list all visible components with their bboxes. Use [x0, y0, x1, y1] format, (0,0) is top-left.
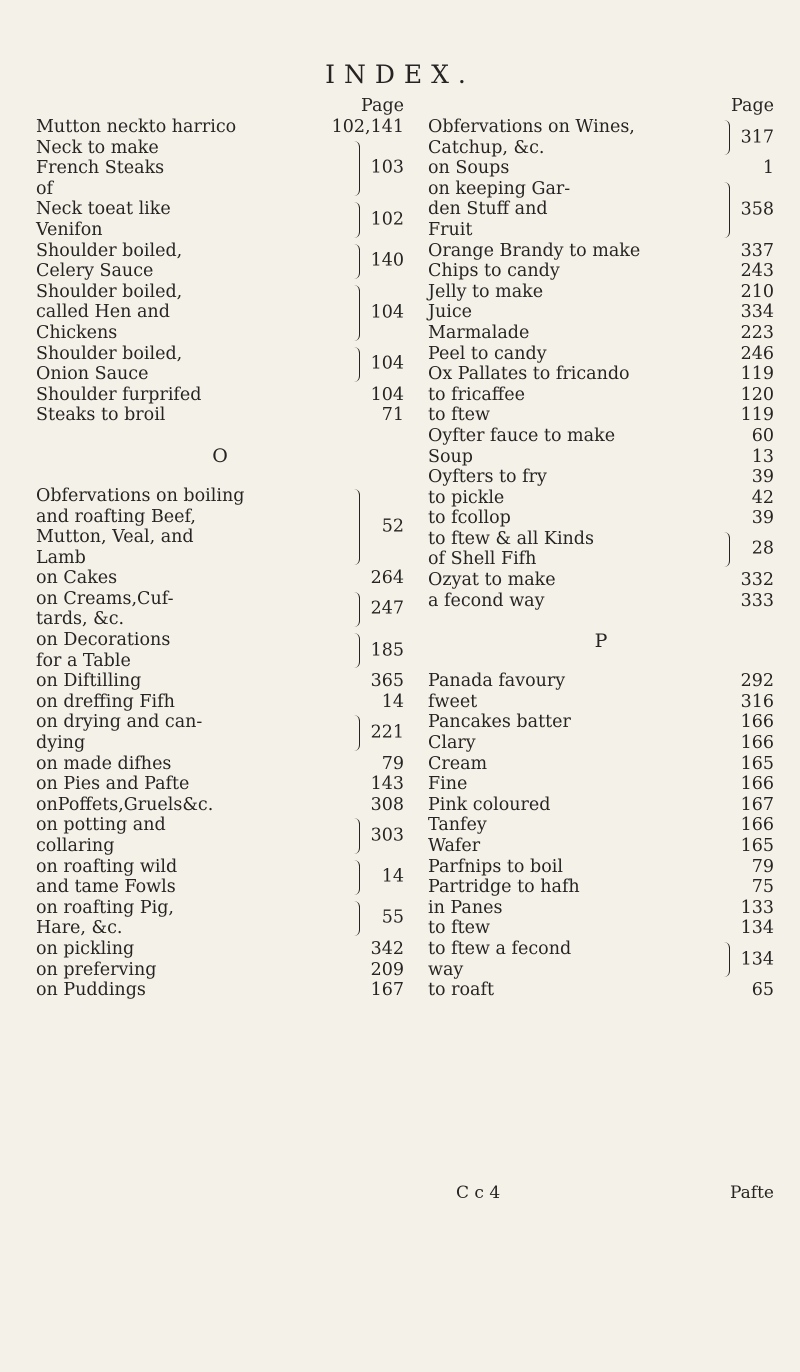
index-entry: [428, 467, 774, 488]
page-number: 333: [740, 590, 774, 611]
entry-text: Steaks to broil: [36, 405, 166, 426]
page-number: 264: [370, 568, 404, 589]
index-entry: [428, 405, 774, 426]
entry-text: Neck to make: [36, 137, 159, 158]
index-entry: [428, 939, 774, 980]
entry-text: Wafer: [428, 836, 481, 856]
page-number: 42: [751, 487, 774, 508]
page-number: 55: [381, 908, 404, 929]
page-number: 337: [740, 240, 774, 261]
entry-text: and roafting Beef,: [36, 506, 196, 527]
index-entry: [36, 241, 404, 282]
index-entry: [428, 918, 774, 939]
entry-text: Pink coloured: [428, 794, 551, 815]
page-number: 166: [740, 712, 774, 733]
page-number: 166: [740, 815, 774, 836]
page-column-header: Page: [361, 96, 404, 116]
index-entry: [428, 117, 774, 158]
entries-p: [428, 671, 774, 1001]
page-number: 316: [740, 691, 774, 712]
entry-text: to pickle: [428, 487, 505, 508]
index-entry: [428, 712, 774, 733]
grouping-brace: [351, 818, 360, 853]
index-entry: [428, 508, 774, 529]
entry-text: Mutton, Veal, and: [36, 527, 194, 548]
page-number: 60: [751, 425, 774, 446]
entry-text: to ftew: [428, 918, 490, 939]
entry-text: Mutton neckto harrico: [36, 117, 237, 137]
index-entry: [428, 241, 774, 262]
entry-text: Hare, &c.: [36, 918, 123, 939]
entry-text: Obfervations on boiling: [36, 485, 245, 506]
entry-text: den Stuff and: [428, 199, 548, 220]
index-entry: [36, 671, 404, 692]
entry-text: to ftew: [428, 405, 490, 426]
entry-text: Juice: [428, 302, 473, 323]
entry-text: of Shell Fifh: [428, 549, 537, 570]
entry-text: on preferving: [36, 959, 157, 980]
page-number: 1: [762, 158, 774, 179]
index-entry: [428, 980, 774, 1001]
page-number: 317: [740, 127, 774, 148]
page-number: 65: [751, 980, 774, 1001]
index-entry: [428, 364, 774, 385]
page-number: 71: [381, 405, 404, 426]
grouping-brace: [351, 633, 360, 668]
entry-text: on made difhes: [36, 753, 172, 774]
catchword: Pafte: [730, 1183, 774, 1203]
grouping-brace: [351, 202, 360, 237]
index-entry: [428, 158, 774, 179]
entry-text: on roafting Pig,: [36, 897, 174, 918]
entry-text: called Hen and: [36, 302, 170, 323]
entries-o: [36, 486, 404, 1001]
entry-text: Panada favoury: [428, 671, 566, 692]
index-entry: [36, 568, 404, 589]
page-number: 365: [370, 671, 404, 692]
entry-text: on pickling: [36, 938, 135, 959]
index-entry: [428, 529, 774, 570]
index-entry: [428, 426, 774, 447]
page-number: 209: [370, 959, 404, 980]
entry-text: of: [36, 178, 54, 199]
grouping-brace: [721, 182, 730, 238]
entry-text: Clary: [428, 733, 476, 754]
index-entry: [36, 692, 404, 713]
entry-text: Peel to candy: [428, 343, 547, 364]
entry-text: Orange Brandy to make: [428, 240, 641, 261]
index-entry: [36, 199, 404, 240]
entry-text: to fcollop: [428, 508, 511, 529]
index-entry: [428, 385, 774, 406]
entry-text: Catchup, &c.: [428, 137, 545, 158]
section-letter-p: P: [594, 630, 608, 653]
index-entry: [428, 836, 774, 857]
entry-text: Neck toeat like: [36, 199, 171, 220]
page-title: INDEX.: [325, 60, 475, 89]
entries-o-continued: [428, 117, 774, 611]
entry-text: on potting and: [36, 815, 166, 836]
entry-text: on dreffing Fifh: [36, 691, 175, 712]
index-entry: [36, 589, 404, 630]
index-entry: [428, 857, 774, 878]
page-number: 119: [740, 405, 774, 426]
index-entry: [428, 488, 774, 509]
grouping-brace: [721, 120, 730, 155]
page-number: 210: [740, 281, 774, 302]
page-number: 39: [751, 467, 774, 488]
entry-text: to roaft: [428, 980, 494, 1001]
entry-text: Cream: [428, 753, 488, 774]
page-number: 133: [740, 897, 774, 918]
entry-text: Shoulder furprifed: [36, 384, 202, 405]
entry-text: Chickens: [36, 322, 118, 343]
page-number: 13: [751, 446, 774, 467]
page-number: 75: [751, 877, 774, 898]
entry-text: Obfervations on Wines,: [428, 117, 635, 137]
entry-text: in Panes: [428, 897, 503, 918]
index-entry: [36, 486, 404, 568]
index-entry: [428, 179, 774, 241]
index-entry: [36, 857, 404, 898]
page-number: 52: [381, 516, 404, 537]
index-entry: [428, 733, 774, 754]
entry-text: and tame Fowls: [36, 877, 176, 898]
entry-text: fweet: [428, 691, 478, 712]
entry-text: on Cakes: [36, 568, 118, 589]
entry-text: Oyfters to fry: [428, 467, 547, 488]
page-number: 104: [370, 384, 404, 405]
page-number: 119: [740, 364, 774, 385]
index-entry: [36, 898, 404, 939]
entry-text: tards, &c.: [36, 609, 125, 630]
page-number: 243: [740, 261, 774, 282]
page-number: 185: [370, 640, 404, 661]
grouping-brace: [351, 244, 360, 279]
page-number: 247: [370, 599, 404, 620]
entry-text: Partridge to hafh: [428, 877, 580, 898]
entry-text: Fine: [428, 774, 468, 795]
page-number: 334: [740, 302, 774, 323]
section-letter-o: O: [212, 444, 228, 467]
index-entry: [428, 261, 774, 282]
index-entry: [428, 302, 774, 323]
page-number: 332: [740, 570, 774, 591]
page-number: 166: [740, 733, 774, 754]
page-number: 167: [370, 980, 404, 1001]
index-entry: [428, 795, 774, 816]
page-number: 223: [740, 322, 774, 343]
index-entry: [36, 138, 404, 200]
page-number: 120: [740, 384, 774, 405]
entry-text: on roafting wild: [36, 856, 178, 877]
page-number: 102: [370, 209, 404, 230]
index-column-left: [36, 96, 404, 1001]
page-number: 221: [370, 722, 404, 743]
grouping-brace: [351, 285, 360, 341]
page-number: 134: [740, 918, 774, 939]
entry-text: Celery Sauce: [36, 261, 154, 282]
entry-text: dying: [36, 733, 86, 754]
entry-text: on Creams,Cuf-: [36, 588, 174, 609]
page-number: 14: [381, 691, 404, 712]
index-entry: [428, 591, 774, 612]
entry-text: Shoulder boiled,: [36, 240, 183, 261]
index-entry: [36, 117, 404, 138]
entries-m: [36, 117, 404, 426]
grouping-brace: [351, 901, 360, 936]
index-entry: [36, 712, 404, 753]
entry-text: to ftew a fecond: [428, 938, 572, 959]
index-entry: [428, 323, 774, 344]
index-entry: [428, 754, 774, 775]
entry-text: French Steaks: [36, 158, 165, 179]
grouping-brace: [721, 942, 730, 977]
entry-text: Jelly to make: [428, 281, 544, 302]
entry-text: on keeping Gar-: [428, 178, 571, 199]
grouping-brace: [351, 489, 360, 565]
index-entry: [36, 344, 404, 385]
page-number: 358: [740, 199, 774, 220]
entry-text: Lamb: [36, 547, 86, 568]
entry-text: Soup: [428, 446, 473, 467]
entry-text: on Decorations: [36, 630, 171, 651]
grouping-brace: [351, 141, 360, 197]
entry-text: Venifon: [36, 219, 103, 240]
index-entry: [36, 795, 404, 816]
index-entry: [36, 774, 404, 795]
index-entry: [428, 774, 774, 795]
entry-text: to ftew & all Kinds: [428, 528, 594, 549]
index-entry: [428, 447, 774, 468]
entry-text: on Soups: [428, 158, 510, 179]
index-entry: [36, 960, 404, 981]
index-entry: [36, 630, 404, 671]
page-number: 79: [751, 856, 774, 877]
entry-text: on Puddings: [36, 980, 146, 1001]
page-number: 134: [740, 949, 774, 970]
page-number: 303: [370, 825, 404, 846]
page-number: 104: [370, 302, 404, 323]
entry-text: on Pies and Pafte: [36, 774, 190, 795]
index-entry: [428, 898, 774, 919]
grouping-brace: [351, 860, 360, 895]
page-number: 342: [370, 938, 404, 959]
page-number: 140: [370, 250, 404, 271]
entry-text: Ox Pallates to fricando: [428, 364, 630, 385]
grouping-brace: [351, 715, 360, 750]
entry-text: collaring: [36, 836, 115, 856]
entry-text: for a Table: [36, 650, 131, 671]
entry-text: Pancakes batter: [428, 712, 571, 733]
entry-text: Oyfter fauce to make: [428, 425, 616, 446]
page-number: 165: [740, 753, 774, 774]
index-entry: [36, 385, 404, 406]
page-number: 165: [740, 836, 774, 856]
index-entry: [428, 692, 774, 713]
index-entry: [428, 570, 774, 591]
entry-text: Parfnips to boil: [428, 856, 563, 877]
page-number: 104: [370, 353, 404, 374]
entry-text: a fecond way: [428, 590, 545, 611]
index-entry: [428, 671, 774, 692]
entry-text: Fruit: [428, 219, 473, 240]
grouping-brace: [351, 347, 360, 382]
page-number: 79: [381, 753, 404, 774]
entry-text: Shoulder boiled,: [36, 281, 183, 302]
entry-text: Tanfey: [428, 815, 487, 836]
page-number: 246: [740, 343, 774, 364]
entry-text: Shoulder boiled,: [36, 343, 183, 364]
entry-text: Ozyat to make: [428, 570, 556, 591]
signature-mark: C c 4: [456, 1183, 501, 1203]
page-number: 167: [740, 794, 774, 815]
page-number: 28: [751, 539, 774, 560]
page-number: 102,141: [331, 117, 404, 137]
page-number: 143: [370, 774, 404, 795]
entry-text: onPoffets,Gruels&c.: [36, 794, 214, 815]
page-number: 308: [370, 794, 404, 815]
entry-text: Onion Sauce: [36, 364, 149, 385]
index-entry: [428, 282, 774, 303]
page-number: 103: [370, 158, 404, 179]
page-number: 292: [740, 671, 774, 692]
index-entry: [36, 754, 404, 775]
index-column-right: [428, 96, 774, 1001]
index-entry: [36, 980, 404, 1001]
index-entry: [36, 939, 404, 960]
entry-text: on drying and can-: [36, 712, 203, 733]
grouping-brace: [351, 592, 360, 627]
index-entry: [428, 815, 774, 836]
index-entry: [428, 344, 774, 365]
entry-text: on Diftilling: [36, 671, 142, 692]
page-number: 39: [751, 508, 774, 529]
page-number: 166: [740, 774, 774, 795]
page-number: 14: [381, 866, 404, 887]
index-entry: [36, 405, 404, 426]
index-entry: [428, 877, 774, 898]
entry-text: Chips to candy: [428, 261, 560, 282]
entry-text: to fricaffee: [428, 384, 525, 405]
entry-text: Marmalade: [428, 322, 530, 343]
grouping-brace: [721, 532, 730, 567]
page-column-header: Page: [731, 96, 774, 116]
index-entry: [36, 282, 404, 344]
entry-text: way: [428, 959, 464, 980]
index-entry: [36, 815, 404, 856]
